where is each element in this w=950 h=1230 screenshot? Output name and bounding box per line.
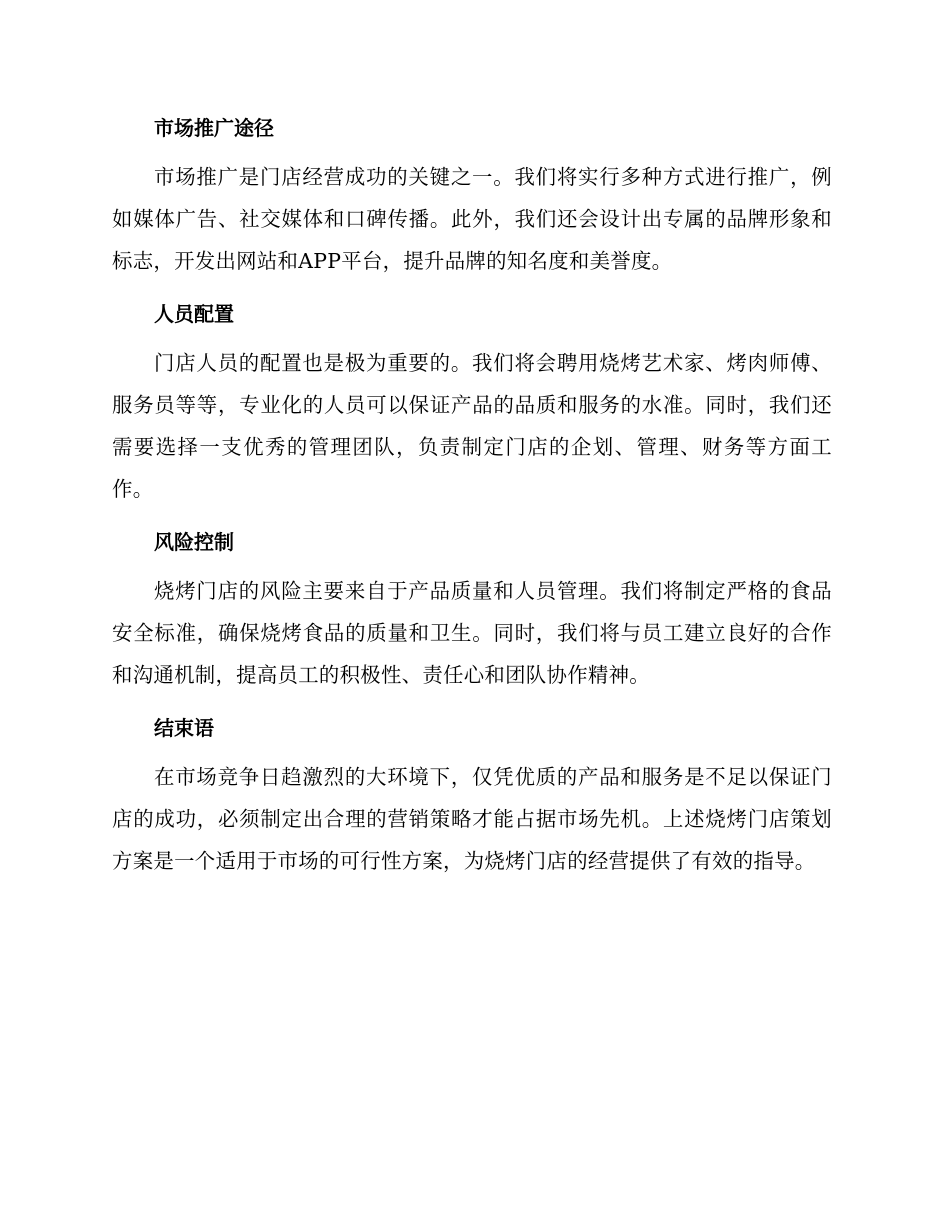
section-conclusion bbox=[112, 708, 832, 882]
section-heading: 人员配置 bbox=[154, 302, 234, 326]
section-paragraph: 市场推广是门店经营成功的关键之一。我们将实行多种方式进行推广，例如媒体广告、社交媒体和口碑传播。此外，我们还会设计出专属的品牌形象和标志，开发出网站和APP平台，提升品牌的知名度和美誉度。 bbox=[112, 165, 832, 273]
section-paragraph: 在市场竞争日趋激烈的大环境下，仅凭优质的产品和服务是不足以保证门店的成功，必须制定出合理的营销策略才能占据市场先机。上述烧烤门店策划方案是一个适用于市场的可行性方案，为烧烤门店的经营提供了有效的指导。 bbox=[112, 765, 832, 873]
section-paragraph: 烧烤门店的风险主要来自于产品质量和人员管理。我们将制定严格的食品安全标准，确保烧烤食品的质量和卫生。同时，我们将与员工建立良好的合作和沟通机制，提高员工的积极性、责任心和团队协作精神。 bbox=[112, 579, 832, 687]
section-market-promotion bbox=[112, 108, 832, 282]
section-heading: 风险控制 bbox=[154, 530, 234, 554]
section-heading: 结束语 bbox=[154, 716, 214, 740]
section-staffing bbox=[112, 294, 832, 510]
section-risk-control bbox=[112, 522, 832, 696]
document-content bbox=[112, 108, 832, 894]
section-heading: 市场推广途径 bbox=[154, 116, 274, 140]
section-paragraph: 门店人员的配置也是极为重要的。我们将会聘用烧烤艺术家、烤肉师傅、服务员等等，专业化的人员可以保证产品的品质和服务的水准。同时，我们还需要选择一支优秀的管理团队，负责制定门店的企划、管理、财务等方面工作。 bbox=[112, 351, 832, 501]
